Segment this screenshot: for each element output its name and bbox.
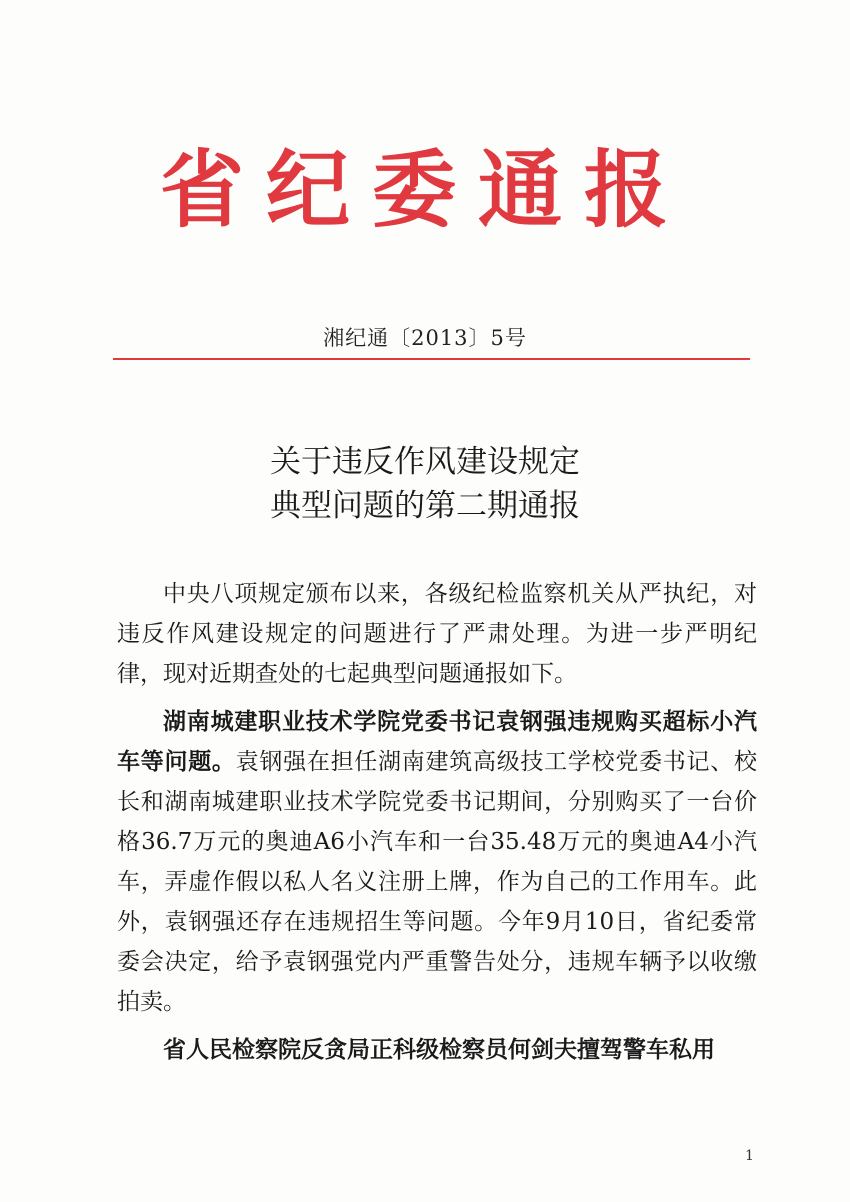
masthead-title: 省纪委通报 (159, 141, 690, 239)
intro-paragraph: 中央八项规定颁布以来，各级纪检监察机关从严执纪，对违反作风建设规定的问题进行了严肃处理。为进一步严明纪律，现对近期查处的七起典型问题通报如下。 (117, 581, 757, 687)
case-2-paragraph (117, 1030, 757, 1070)
case-2-lead: 省人民检察院反贪局正科级检察员何剑夫擅驾警车私用 (163, 1037, 715, 1063)
document-title (0, 440, 850, 528)
red-divider-line (113, 358, 750, 360)
title-line-2: 典型问题的第二期通报 (270, 488, 580, 524)
document-body (117, 574, 757, 1078)
case-1-paragraph (117, 702, 757, 1022)
document-number: 湘纪通〔2013〕5号 (323, 326, 527, 350)
case-1-lead: 湖南城建职业技术学院党委书记袁钢强违规购买超标小汽车等问题。 (117, 709, 757, 775)
page-number: 1 (745, 1148, 754, 1164)
case-1-text: 袁钢强在担任湖南建筑高级技工学校党委书记、校长和湖南城建职业技术学院党委书记期间，分别购买了一台价格36.7万元的奥迪A6小汽车和一台35.48万元的奥迪A4小汽车，弄虚作假以私人名义注册上牌，作为自己的工作用车。此外，袁钢强还存在违规招生等问题。今年9月10日，省纪委常委会决定，给予袁钢强党内严重警告处分，违规车辆予以收缴拍卖。 (117, 749, 758, 1015)
title-line-1: 关于违反作风建设规定 (270, 444, 580, 480)
